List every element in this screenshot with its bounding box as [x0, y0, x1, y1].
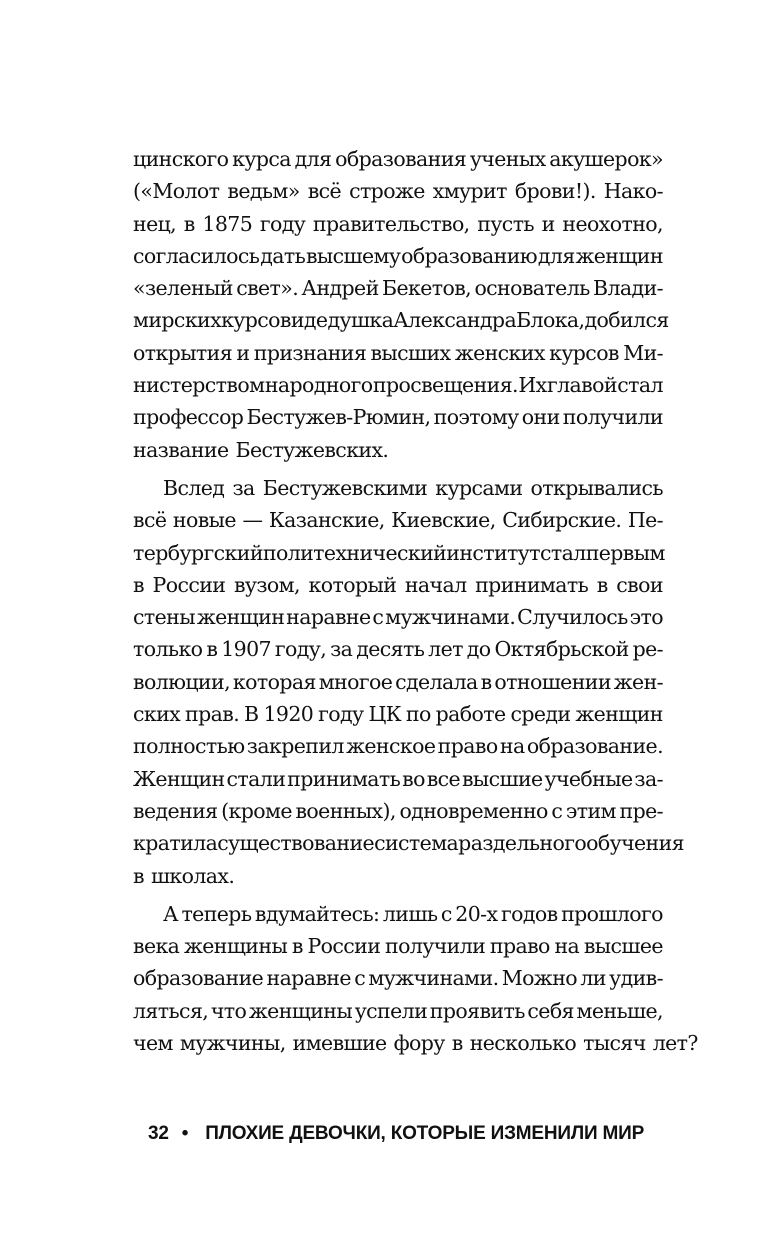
text-line: ских прав. В 1920 году ЦК по работе среди женщин: [133, 702, 663, 727]
running-title: ПЛОХИЕ ДЕВОЧКИ, КОТОРЫЕ ИЗМЕНИЛИ МИР: [205, 1123, 645, 1144]
page-footer: [148, 1123, 668, 1145]
text-line: в России вузом, который начал принимать в свои: [133, 572, 663, 597]
text-line: стены женщин наравне с мужчинами. Случилось это: [133, 605, 663, 630]
text-line: открытия и признания высших женских курсов Ми-: [133, 340, 663, 365]
text-line: А теперь вдумайтесь: лишь с 20-х годов прошлого: [163, 901, 663, 926]
text-line: века женщины в России получили право на высшее: [133, 934, 663, 959]
text-line: Женщин стали принимать во все высшие учебные за-: [133, 766, 663, 791]
text-line: Вслед за Бестужевскими курсами открывались: [163, 475, 663, 500]
text-line: кратила существование система раздельного обучения: [133, 831, 685, 856]
text-line: ведения (кроме военных), одновременно с этим пре-: [133, 798, 663, 823]
text-line: только в 1907 году, за десять лет до Октябрьской ре-: [133, 637, 663, 662]
text-line: название Бестужевских.: [133, 437, 389, 462]
text-line: волюции, которая многое сделала в отношении жен-: [133, 669, 663, 694]
bullet-separator: •: [181, 1123, 189, 1144]
text-line: всё новые — Казанские, Киевские, Сибирские. Пе-: [133, 508, 663, 533]
text-line: мирских курсов и дедушка Александра Блока, добился: [133, 308, 669, 333]
text-line: цинского курса для образования ученых акушерок»: [133, 147, 663, 171]
text-line: полностью закрепил женское право на образование.: [133, 734, 663, 759]
body-text: [133, 143, 698, 1059]
page-number: 32: [148, 1123, 169, 1144]
paragraph: [133, 472, 685, 892]
text-line: в школах.: [133, 863, 235, 888]
text-line: профессор Бестужев-Рюмин, поэтому они получили: [133, 405, 663, 430]
paragraph: [133, 898, 698, 1059]
text-line: чем мужчины, имевшие фору в несколько тысяч лет?: [133, 1031, 698, 1056]
text-line: («Молот ведьм» всё строже хмурит брови!). Нако-: [133, 179, 663, 204]
paragraph: [133, 143, 669, 466]
text-line: образование наравне с мужчинами. Можно ли удив-: [133, 966, 663, 991]
text-line: нистерством народного просвещения. Их главой стал: [133, 373, 663, 398]
text-line: ляться, что женщины успели проявить себя меньше,: [133, 998, 663, 1023]
text-line: нец, в 1875 году правительство, пусть и неохотно,: [133, 211, 663, 236]
text-line: согласилось дать высшему образованию для женщин: [133, 243, 663, 268]
text-line: тербургский политехнический институт стал первым: [133, 540, 665, 565]
text-line: «зеленый свет». Андрей Бекетов, основатель Влади-: [133, 276, 663, 301]
